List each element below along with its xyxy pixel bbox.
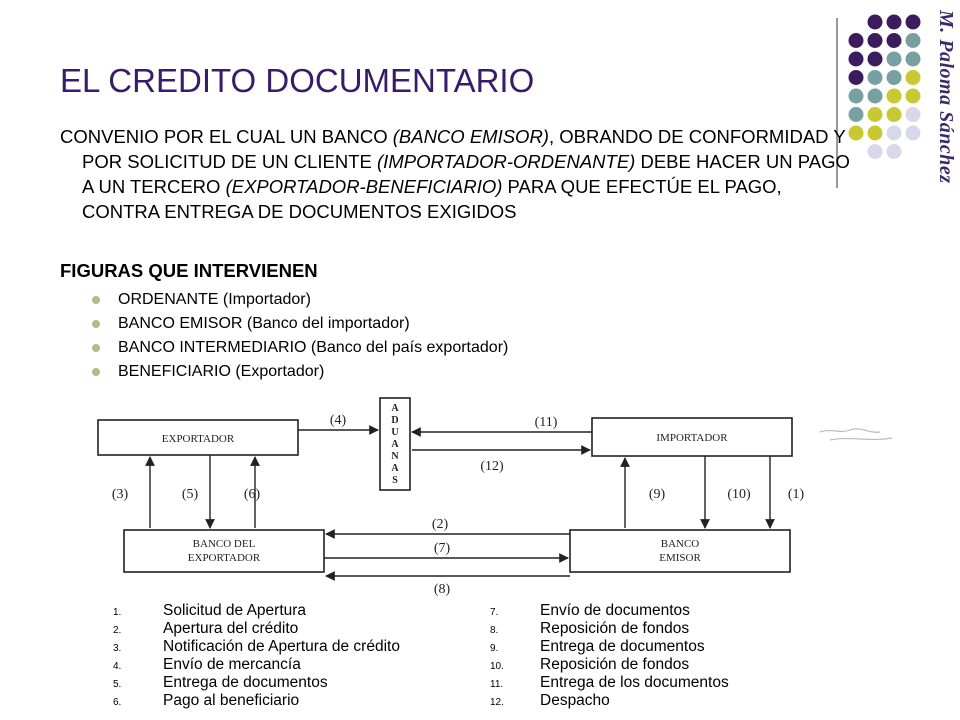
aduanas-letter: A [391, 439, 399, 450]
arrow-label-4: (4) [329, 413, 347, 428]
decorative-dot [906, 89, 921, 104]
list-item: BENEFICIARIO (Exportador) [92, 362, 508, 386]
decorative-dot [887, 33, 902, 48]
arrow-label-6: (6) [243, 487, 261, 502]
decorative-dot [868, 89, 883, 104]
list-item: ORDENANTE (Importador) [92, 290, 508, 314]
figuras-list [92, 290, 508, 386]
decorative-dot [868, 33, 883, 48]
figuras-heading: FIGURAS QUE INTERVIENEN [60, 260, 318, 281]
importador-label: IMPORTADOR [656, 432, 728, 444]
decorative-dot [868, 15, 883, 30]
definition-italic-segment: (EXPORTADOR-BENEFICIARIO) [225, 176, 503, 197]
definition-italic-segment: (IMPORTADOR-ORDENANTE) [377, 151, 636, 172]
arrow-label-8: (8) [433, 582, 451, 597]
list-item: 1. Solicitud de Apertura [113, 602, 307, 619]
list-item: 9. Entrega de documentos [490, 638, 705, 655]
banco-exportador-box [124, 530, 324, 572]
definition-text [60, 124, 850, 224]
decorative-dot [868, 107, 883, 122]
arrow-label-7: (7) [433, 541, 451, 556]
arrow-label-10: (10) [727, 487, 751, 502]
steps-list-left [113, 602, 400, 710]
arrow-label-1: (1) [787, 487, 805, 502]
list-item: 5. Entrega de documentos [113, 674, 328, 691]
bullet-icon [92, 320, 100, 328]
definition-italic-segment: (BANCO EMISOR) [392, 126, 549, 147]
aduanas-letter: U [391, 427, 399, 438]
list-item: BANCO INTERMEDIARIO (Banco del país exportador) [92, 338, 508, 362]
definition-segment: PARA QUE EFECTÚE EL PAGO, CONTRA ENTREGA DE DOCUMENTOS EXIGIDOS [82, 176, 782, 222]
decorative-dot [887, 126, 902, 141]
decorative-dot [887, 52, 902, 67]
arrow-label-3: (3) [111, 487, 129, 502]
decorative-dot [849, 126, 864, 141]
definition-segment: CONVENIO POR EL CUAL UN BANCO [60, 126, 393, 147]
decorative-dot [868, 70, 883, 85]
definition-paragraph [60, 124, 850, 224]
aduanas-letter: S [392, 475, 398, 486]
list-item: 4. Envío de mercancía [113, 656, 301, 673]
aduanas-letter: A [391, 463, 399, 474]
decorative-dot [868, 52, 883, 67]
banco-emisor-label-1: BANCO [660, 538, 700, 550]
definition-segment: , OBRANDO DE CONFORMIDAD Y POR SOLICITUD DE UN CLIENTE [82, 126, 846, 172]
arrow-label-12: (12) [480, 459, 504, 474]
banco-emisor-box [570, 530, 790, 572]
banco-exportador-label-1: BANCO DEL [192, 538, 256, 550]
flow-diagram [80, 390, 900, 600]
arrow-label-2: (2) [431, 517, 449, 532]
arrow-label-9: (9) [648, 487, 666, 502]
aduanas-letter: N [391, 451, 399, 462]
banco-exportador-label-2: EXPORTADOR [187, 552, 261, 564]
decorative-dot [906, 52, 921, 67]
decorative-dot [868, 126, 883, 141]
scribble-mark [820, 429, 892, 440]
list-item: 2. Apertura del crédito [113, 620, 299, 637]
decorative-dot-grid [848, 14, 928, 164]
decorative-dot [906, 15, 921, 30]
bullet-icon [92, 344, 100, 352]
list-item: 6. Pago al beneficiario [113, 692, 300, 709]
steps-list-right [490, 602, 729, 710]
list-item: 3. Notificación de Apertura de crédito [113, 638, 400, 655]
bullet-icon [92, 368, 100, 376]
decorative-dot [906, 33, 921, 48]
exportador-label: EXPORTADOR [161, 433, 235, 445]
decorative-dot [887, 70, 902, 85]
aduanas-letter: D [391, 415, 399, 426]
decorative-dot [849, 52, 864, 67]
decorative-dot [849, 107, 864, 122]
definition-segment: DEBE HACER UN PAGO A UN TERCERO [82, 151, 850, 197]
decorative-dot [906, 107, 921, 122]
decorative-dot [849, 70, 864, 85]
aduanas-letter: A [391, 403, 399, 414]
decorative-dot [887, 107, 902, 122]
list-item: 8. Reposición de fondos [490, 620, 690, 637]
decorative-dot [887, 144, 902, 159]
slide-title: EL CREDITO DOCUMENTARIO [60, 62, 535, 99]
arrow-label-5: (5) [181, 487, 199, 502]
decorative-dot [906, 126, 921, 141]
bullet-icon [92, 296, 100, 304]
arrow-label-11: (11) [534, 415, 558, 430]
list-item: 11. Entrega de los documentos [490, 674, 729, 691]
list-item: BANCO EMISOR (Banco del importador) [92, 314, 508, 338]
list-item: 12. Despacho [490, 692, 610, 709]
decorative-dot [849, 33, 864, 48]
decorative-dot [887, 15, 902, 30]
decorative-dot [868, 144, 883, 159]
list-item: 10. Reposición de fondos [490, 656, 690, 673]
author-name: M. Paloma Sánchez [935, 10, 957, 184]
decorative-dot [906, 70, 921, 85]
decorative-dot [849, 89, 864, 104]
decorative-dot [887, 89, 902, 104]
banco-emisor-label-2: EMISOR [659, 552, 701, 564]
list-item: 7. Envío de documentos [490, 602, 690, 619]
